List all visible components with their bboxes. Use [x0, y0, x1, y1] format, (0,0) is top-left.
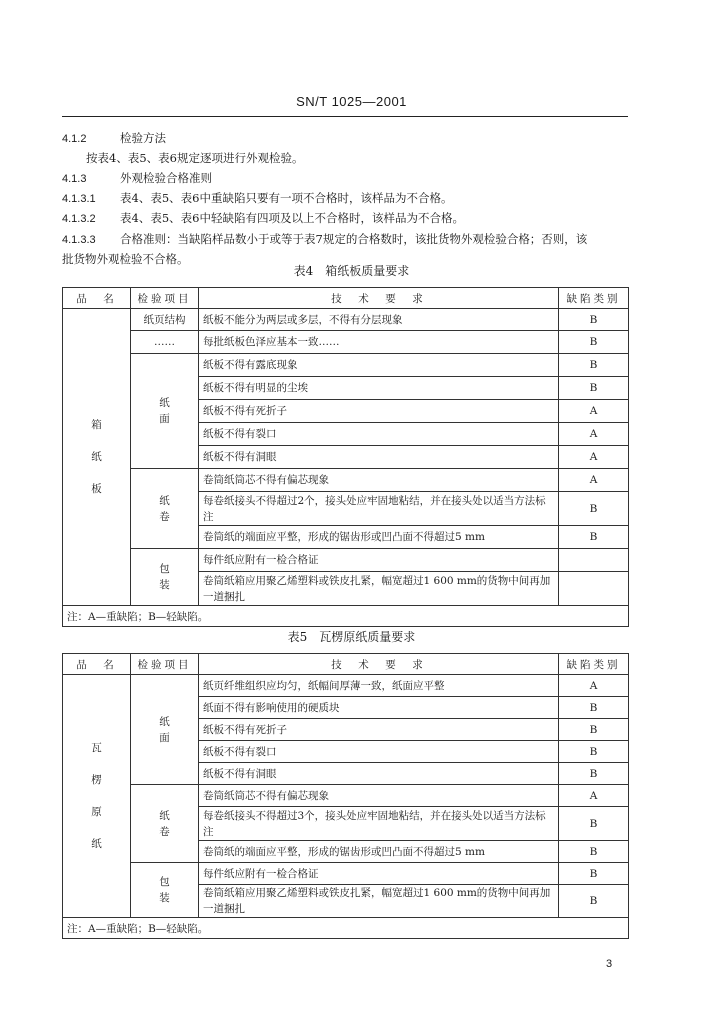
- requirement-cell: 纸板不得有死折子: [199, 400, 559, 423]
- paragraph-line: [62, 128, 630, 149]
- header-product: 品 名: [63, 288, 131, 309]
- inspection-item-cell: [131, 469, 199, 549]
- table-note: 注：A—重缺陷；B—轻缺陷。: [63, 606, 629, 627]
- paragraph-line: [62, 208, 630, 229]
- defect-category-cell: A: [559, 675, 629, 697]
- requirement-cell: 卷筒纸箱应用聚乙烯塑料或铁皮扎紧，幅宽超过1 600 mm的货物中间再加一道捆扎: [199, 885, 559, 918]
- paragraph-line: [62, 148, 654, 168]
- header-rule: [62, 116, 628, 117]
- requirement-cell: 每卷纸接头不得超过2个，接头处应牢固地粘结，并在接头处以适当方法标注: [199, 492, 559, 526]
- clause-text: 外观检验合格准则: [120, 171, 212, 185]
- requirement-cell: 每卷纸接头不得超过3个，接头处应牢固地粘结，并在接头处以适当方法标注: [199, 807, 559, 841]
- product-name: 箱纸板: [91, 419, 102, 495]
- requirement-cell: 卷筒纸筒芯不得有偏芯现象: [199, 469, 559, 492]
- defect-category-cell: B: [559, 697, 629, 719]
- header-defect-category: 缺陷类别: [559, 288, 629, 309]
- table-row: [63, 785, 629, 807]
- defect-category-cell: B: [559, 741, 629, 763]
- requirement-cell: 卷筒纸筒芯不得有偏芯现象: [199, 785, 559, 807]
- clause-number: 4.1.2: [62, 133, 87, 145]
- product-name-cell: [63, 675, 131, 918]
- table5-caption: 表5 瓦楞原纸质量要求: [287, 630, 416, 644]
- table-header-row: [63, 288, 629, 309]
- table-note-row: [63, 918, 629, 939]
- inspection-item-cell: [131, 331, 199, 354]
- defect-category-cell: B: [559, 863, 629, 885]
- defect-category-cell: A: [559, 469, 629, 492]
- defect-category-cell: B: [559, 354, 629, 377]
- requirement-cell: 纸页纤维组织应均匀，纸幅间厚薄一致，纸面应平整: [199, 675, 559, 697]
- table-note: 注：A—重缺陷；B—轻缺陷。: [63, 918, 629, 939]
- table-row: [63, 863, 629, 885]
- requirement-cell: 纸板不得有洞眼: [199, 446, 559, 469]
- clause-text: 批货物外观检验不合格。: [62, 252, 189, 266]
- requirement-cell: 每批纸板色泽应基本一致……: [199, 331, 559, 354]
- inspection-item: 纸面: [159, 715, 170, 744]
- defect-category-cell: B: [559, 885, 629, 918]
- inspection-item-cell: [131, 675, 199, 785]
- defect-category-cell: A: [559, 785, 629, 807]
- defect-category-cell: B: [559, 309, 629, 331]
- requirement-cell: 纸面不得有影响使用的硬质块: [199, 697, 559, 719]
- requirement-cell: 卷筒纸的端面应平整，形成的锯齿形或凹凸面不得超过5 mm: [199, 841, 559, 863]
- requirement-cell: 纸板不得有露底现象: [199, 354, 559, 377]
- defect-category-cell: B: [559, 492, 629, 526]
- clause-text: 表4、表5、表6中轻缺陷有四项及以上不合格时，该样品为不合格。: [120, 211, 464, 225]
- table-row: [63, 675, 629, 697]
- requirement-cell: 纸板不得有裂口: [199, 741, 559, 763]
- requirement-cell: 卷筒纸的端面应平整，形成的锯齿形或凹凸面不得超过5 mm: [199, 526, 559, 549]
- defect-category-cell: B: [559, 763, 629, 785]
- defect-category-cell: [559, 572, 629, 606]
- table-header-row: [63, 654, 629, 675]
- table-row: [63, 309, 629, 331]
- clause-number: 4.1.3.1: [62, 193, 96, 205]
- table-row: [63, 354, 629, 377]
- table4-carton-board-requirements: [62, 287, 629, 627]
- defect-category-cell: B: [559, 841, 629, 863]
- defect-category-cell: B: [559, 377, 629, 400]
- requirement-cell: 卷筒纸箱应用聚乙烯塑料或铁皮扎紧，幅宽超过1 600 mm的货物中间再加一道捆扎: [199, 572, 559, 606]
- clause-text: 检验方法: [120, 131, 166, 145]
- defect-category-cell: B: [559, 719, 629, 741]
- product-name-cell: [63, 309, 131, 606]
- requirement-cell: 每件纸应附有一检合格证: [199, 863, 559, 885]
- header-inspection-item: 检验项目: [131, 654, 199, 675]
- inspection-item: 纸卷: [159, 494, 170, 523]
- table4-caption: 表4 箱纸板质量要求: [293, 264, 410, 278]
- header-requirement: 技 术 要 求: [199, 654, 559, 675]
- page-number: 3: [606, 958, 613, 970]
- inspection-item: 纸卷: [159, 809, 170, 838]
- requirement-cell: 纸板不得有裂口: [199, 423, 559, 446]
- header-inspection-item: 检验项目: [131, 288, 199, 309]
- table-row: [63, 331, 629, 354]
- defect-category-cell: B: [559, 331, 629, 354]
- paragraph-line: [62, 188, 630, 209]
- inspection-item-cell: [131, 863, 199, 918]
- inspection-item: 纸面: [159, 397, 170, 425]
- table-note-row: [63, 606, 629, 627]
- standard-code-header: SN/T 1025—2001: [296, 94, 407, 109]
- requirement-cell: 纸板不得有洞眼: [199, 763, 559, 785]
- defect-category-cell: A: [559, 446, 629, 469]
- defect-category-cell: B: [559, 526, 629, 549]
- clause-number: 4.1.3.2: [62, 213, 96, 225]
- header-requirement: 技 术 要 求: [199, 288, 559, 309]
- defect-category-cell: A: [559, 423, 629, 446]
- defect-category-cell: [559, 549, 629, 572]
- requirement-cell: 纸板不能分为两层或多层，不得有分层现象: [199, 309, 559, 331]
- requirement-cell: 纸板不得有明显的尘埃: [199, 377, 559, 400]
- header-defect-category: 缺陷类别: [559, 654, 629, 675]
- inspection-item-cell: [131, 785, 199, 863]
- clause-text: 表4、表5、表6中重缺陷只要有一项不合格时，该样品为不合格。: [120, 191, 453, 205]
- table-row: [63, 469, 629, 492]
- header-product: 品 名: [63, 654, 131, 675]
- clause-text: 按表4、表5、表6规定逐项进行外观检验。: [86, 151, 304, 165]
- defect-category-cell: B: [559, 807, 629, 841]
- clause-number: 4.1.3.3: [62, 234, 96, 246]
- requirement-cell: 纸板不得有死折子: [199, 719, 559, 741]
- inspection-item: 包装: [159, 876, 170, 904]
- table5-corrugating-medium-requirements: [62, 653, 629, 939]
- inspection-item-cell: [131, 309, 199, 331]
- requirement-cell: 每件纸应附有一检合格证: [199, 549, 559, 572]
- inspection-item: 包装: [159, 563, 170, 591]
- clause-number: 4.1.3: [62, 173, 87, 185]
- paragraph-line: [62, 229, 630, 250]
- inspection-item: ……: [154, 336, 175, 348]
- paragraph-line: [62, 168, 630, 189]
- table-row: [63, 549, 629, 572]
- inspection-item: 纸页结构: [143, 313, 186, 326]
- inspection-item-cell: [131, 549, 199, 606]
- inspection-item-cell: [131, 354, 199, 469]
- product-name: 瓦楞原纸: [91, 742, 102, 850]
- clause-text: 合格准则：当缺陷样品数小于或等于表7规定的合格数时，该批货物外观检验合格；否则，该: [120, 232, 588, 246]
- defect-category-cell: A: [559, 400, 629, 423]
